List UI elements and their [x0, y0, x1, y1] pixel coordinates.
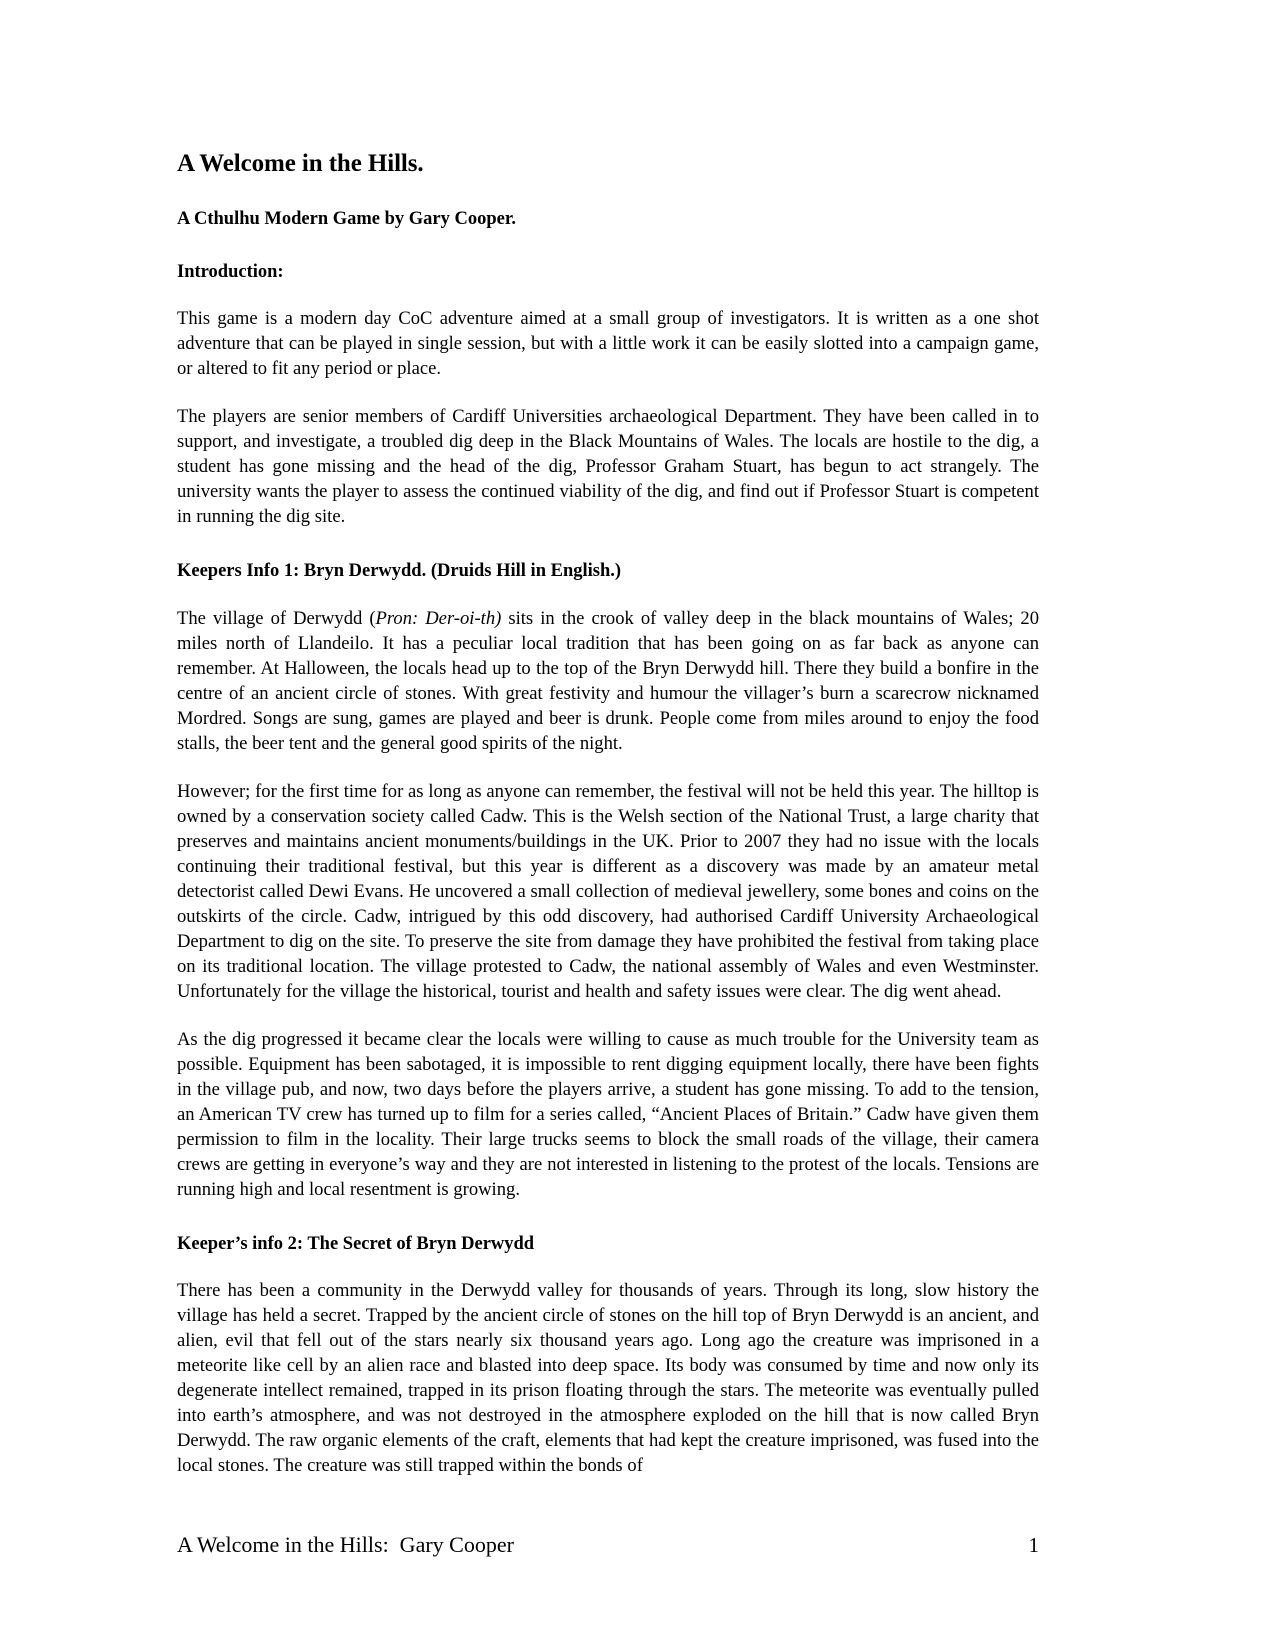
document-body — [177, 150, 1039, 1478]
paragraph-keepers1-3: As the dig progressed it became clear the locals were willing to cause as much trouble for the University team as possible. Equipment has been sabotaged, it is impossible to rent digging equipment locally, there have been fights in the village pub, and now, two days before the players arrive, a student has gone missing. To add to the tension, an American TV crew has turned up to film for a series called, “Ancient Places of Britain.” Cadw have given them permission to film in the locality. Their large trucks seems to block the small roads of the village, their camera crews are getting in everyone’s way and they are not interested in listening to the protest of the locals. Tensions are running high and local resentment is growing. — [177, 1028, 1039, 1200]
paragraph-keepers1-1 — [177, 606, 1039, 756]
section-heading-keepers-info-1: Keepers Info 1: Bryn Derwydd. (Druids Hill in English.) — [177, 561, 622, 582]
paragraph-keepers2-1: There has been a community in the Derwydd valley for thousands of years. Through its long, slow history the village has held a secret. Trapped by the ancient circle of stones on the hill top of Bryn Derwydd is an ancient, and alien, evil that fell out of the stars nearly six thousand years ago. Long ago the creature was imprisoned in a meteorite like cell by an alien race and blasted into deep space. Its body was consumed by time and now only its degenerate intellect remained, trapped in its prison floating through the stars. The meteorite was eventually pulled into earth’s atmosphere, and was not destroyed in the atmosphere exploded on the hill that is now called Bryn Derwydd. The raw organic elements of the craft, elements that had kept the creature imprisoned, was fused into the local stones. The creature was still trapped within the bonds of — [177, 1279, 1039, 1476]
section-heading-introduction: Introduction: — [177, 262, 284, 283]
footer-page-number: 1 — [1028, 1533, 1039, 1557]
page-footer — [177, 1532, 1039, 1558]
paragraph-keepers1-2: However; for the first time for as long as anyone can remember, the festival will not be held this year. The hilltop is owned by a conservation society called Cadw. This is the Welsh section of the National Trust, a large charity that preserves and maintains ancient monuments/buildings in the UK. Prior to 2007 they had no issue with the locals continuing their traditional festival, but this year is different as a discovery was made by an amateur metal detectorist called Dewi Evans. He uncovered a small collection of medieval jewellery, some bones and coins on the outskirts of the circle. Cadw, intrigued by this odd discovery, had authorised Cardiff University Archaeological Department to dig on the site. To preserve the site from damage they have prohibited the festival from taking place on its traditional location. The village protested to Cadw, the national assembly of Wales and even Westminster. Unfortunately for the village the historical, tourist and health and safety issues were clear. The dig went ahead. — [177, 780, 1039, 1002]
footer-title: A Welcome in the Hills: Gary Cooper — [177, 1532, 514, 1557]
paragraph-intro-1: This game is a modern day CoC adventure aimed at a small group of investigators. It is written as a one shot adventure that can be played in single session, but with a little work it can be easily slotted into a campaign game, or altered to fit any period or place. — [177, 308, 1039, 380]
paragraph-keepers1-1-lead: The village of Derwydd ( — [177, 607, 376, 629]
paragraph-intro-2: The players are senior members of Cardiff Universities archaeological Department. They have been called in to support, and investigate, a troubled dig deep in the Black Mountains of Wales. The locals are hostile to the dig, a student has gone missing and the head of the dig, Professor Graham Stuart, has begun to act strangely. The university wants the player to assess the continued viability of the dig, and find out if Professor Stuart is competent in running the dig site. — [177, 406, 1039, 528]
paragraph-keepers1-1-rest: sits in the crook of valley deep in the black mountains of Wales; 20 miles north of Llandeilo. It has a peculiar local tradition that has been going on as far back as anyone can remember. At Halloween, the locals head up to the top of the Bryn Derwydd hill. There they build a bonfire in the centre of an ancient circle of stones. With great festivity and humour the villager’s burn a scarecrow nicknamed Mordred. Songs are sung, games are played and beer is drunk. People come from miles around to enjoy the food stalls, the beer tent and the general good spirits of the night. — [177, 607, 1039, 754]
page-title: A Welcome in the Hills. — [177, 150, 424, 177]
section-heading-keepers-info-2: Keeper’s info 2: The Secret of Bryn Derwydd — [177, 1233, 535, 1254]
pronunciation-italic: Pron: Der-oi-th) — [375, 607, 502, 629]
author-byline: A Cthulhu Modern Game by Gary Cooper. — [177, 209, 517, 229]
